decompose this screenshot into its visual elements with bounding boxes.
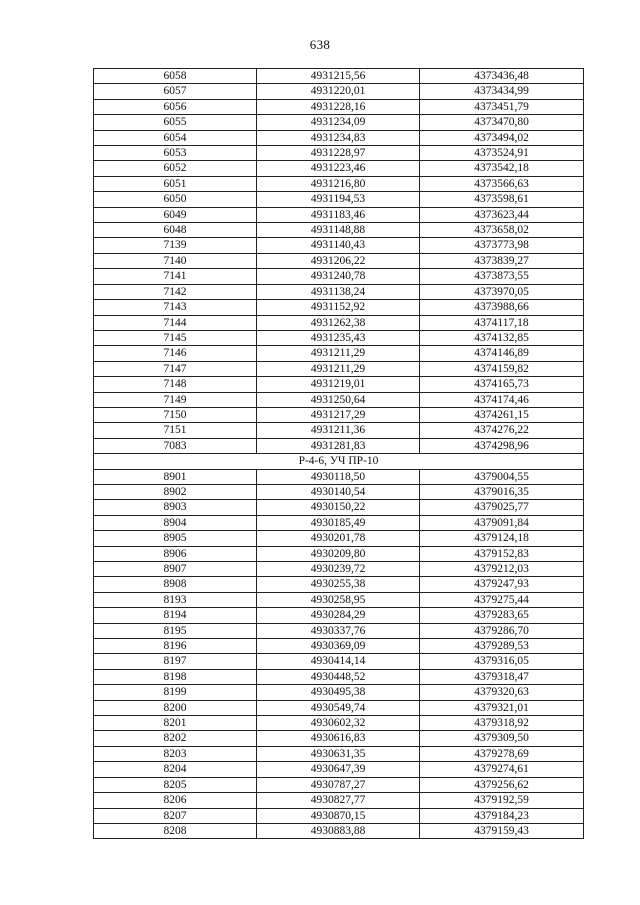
- point-number-cell: 7141: [94, 269, 257, 284]
- y-coordinate-cell: 4373542,18: [420, 161, 584, 176]
- x-coordinate-cell: 4931217,29: [257, 407, 420, 422]
- x-coordinate-cell: 4931281,83: [257, 438, 420, 453]
- point-number-cell: 8905: [94, 531, 257, 546]
- x-coordinate-cell: 4930616,83: [257, 731, 420, 746]
- point-number-cell: 7143: [94, 300, 257, 315]
- table-row: [94, 69, 584, 84]
- x-coordinate-cell: 4930883,88: [257, 823, 420, 838]
- x-coordinate-cell: 4930258,95: [257, 592, 420, 607]
- y-coordinate-cell: 4374276,22: [420, 423, 584, 438]
- point-number-cell: 8207: [94, 808, 257, 823]
- y-coordinate-cell: 4373598,61: [420, 192, 584, 207]
- x-coordinate-cell: 4931152,92: [257, 300, 420, 315]
- y-coordinate-cell: 4379320,63: [420, 685, 584, 700]
- x-coordinate-cell: 4931211,29: [257, 361, 420, 376]
- x-coordinate-cell: 4930647,39: [257, 762, 420, 777]
- x-coordinate-cell: 4930870,15: [257, 808, 420, 823]
- point-number-cell: 8906: [94, 546, 257, 561]
- point-number-cell: 8205: [94, 777, 257, 792]
- table-row: [94, 546, 584, 561]
- point-number-cell: 7146: [94, 346, 257, 361]
- table-row: [94, 115, 584, 130]
- y-coordinate-cell: 4374117,18: [420, 315, 584, 330]
- point-number-cell: 8908: [94, 577, 257, 592]
- table-row: [94, 207, 584, 222]
- point-number-cell: 8194: [94, 608, 257, 623]
- point-number-cell: 8902: [94, 484, 257, 499]
- table-row: [94, 423, 584, 438]
- point-number-cell: 8203: [94, 746, 257, 761]
- table-row: [94, 562, 584, 577]
- y-coordinate-cell: 4379124,18: [420, 531, 584, 546]
- x-coordinate-cell: 4930337,76: [257, 623, 420, 638]
- table-row: [94, 438, 584, 453]
- x-coordinate-cell: 4930201,78: [257, 531, 420, 546]
- y-coordinate-cell: 4379274,61: [420, 762, 584, 777]
- point-number-cell: 8196: [94, 639, 257, 654]
- point-number-cell: 6055: [94, 115, 257, 130]
- x-coordinate-cell: 4930239,72: [257, 562, 420, 577]
- table-row: [94, 577, 584, 592]
- x-coordinate-cell: 4930495,38: [257, 685, 420, 700]
- y-coordinate-cell: 4379289,53: [420, 639, 584, 654]
- x-coordinate-cell: 4931235,43: [257, 330, 420, 345]
- y-coordinate-cell: 4374298,96: [420, 438, 584, 453]
- point-number-cell: 8204: [94, 762, 257, 777]
- y-coordinate-cell: 4373839,27: [420, 253, 584, 268]
- point-number-cell: 6053: [94, 146, 257, 161]
- x-coordinate-cell: 4931219,01: [257, 377, 420, 392]
- point-number-cell: 8202: [94, 731, 257, 746]
- y-coordinate-cell: 4379016,35: [420, 484, 584, 499]
- table-row: [94, 284, 584, 299]
- y-coordinate-cell: 4373566,63: [420, 176, 584, 191]
- y-coordinate-cell: 4379309,50: [420, 731, 584, 746]
- point-number-cell: 8907: [94, 562, 257, 577]
- table-row: [94, 777, 584, 792]
- table-row: [94, 223, 584, 238]
- point-number-cell: 7150: [94, 407, 257, 422]
- point-number-cell: 7149: [94, 392, 257, 407]
- table-row: [94, 639, 584, 654]
- coordinates-table-body: [94, 69, 584, 839]
- point-number-cell: 6058: [94, 69, 257, 84]
- y-coordinate-cell: 4373524,91: [420, 146, 584, 161]
- y-coordinate-cell: 4374146,89: [420, 346, 584, 361]
- table-row: [94, 161, 584, 176]
- point-number-cell: 8904: [94, 515, 257, 530]
- point-number-cell: 7147: [94, 361, 257, 376]
- y-coordinate-cell: 4379321,01: [420, 700, 584, 715]
- x-coordinate-cell: 4931215,56: [257, 69, 420, 84]
- y-coordinate-cell: 4379283,65: [420, 608, 584, 623]
- point-number-cell: 7139: [94, 238, 257, 253]
- table-row: [94, 192, 584, 207]
- y-coordinate-cell: 4379318,47: [420, 669, 584, 684]
- table-row: [94, 500, 584, 515]
- x-coordinate-cell: 4931216,80: [257, 176, 420, 191]
- table-row: [94, 130, 584, 145]
- point-number-cell: 7140: [94, 253, 257, 268]
- x-coordinate-cell: 4930369,09: [257, 639, 420, 654]
- table-row: [94, 531, 584, 546]
- y-coordinate-cell: 4379256,62: [420, 777, 584, 792]
- x-coordinate-cell: 4930448,52: [257, 669, 420, 684]
- x-coordinate-cell: 4930255,38: [257, 577, 420, 592]
- y-coordinate-cell: 4379318,92: [420, 716, 584, 731]
- table-row: [94, 269, 584, 284]
- point-number-cell: 8903: [94, 500, 257, 515]
- point-number-cell: 8901: [94, 469, 257, 484]
- y-coordinate-cell: 4373470,80: [420, 115, 584, 130]
- y-coordinate-cell: 4374132,85: [420, 330, 584, 345]
- table-row: [94, 253, 584, 268]
- point-number-cell: 6049: [94, 207, 257, 222]
- y-coordinate-cell: 4374165,73: [420, 377, 584, 392]
- point-number-cell: 8208: [94, 823, 257, 838]
- point-number-cell: 8206: [94, 793, 257, 808]
- y-coordinate-cell: 4374261,15: [420, 407, 584, 422]
- point-number-cell: 7144: [94, 315, 257, 330]
- table-row: [94, 808, 584, 823]
- x-coordinate-cell: 4931211,29: [257, 346, 420, 361]
- table-row: [94, 700, 584, 715]
- y-coordinate-cell: 4373436,48: [420, 69, 584, 84]
- table-row: [94, 315, 584, 330]
- y-coordinate-cell: 4373773,98: [420, 238, 584, 253]
- point-number-cell: 7151: [94, 423, 257, 438]
- x-coordinate-cell: 4931234,09: [257, 115, 420, 130]
- y-coordinate-cell: 4379192,59: [420, 793, 584, 808]
- x-coordinate-cell: 4930787,27: [257, 777, 420, 792]
- table-row: [94, 146, 584, 161]
- table-row: [94, 762, 584, 777]
- x-coordinate-cell: 4931240,78: [257, 269, 420, 284]
- table-row: [94, 669, 584, 684]
- point-number-cell: 7145: [94, 330, 257, 345]
- y-coordinate-cell: 4373988,66: [420, 300, 584, 315]
- x-coordinate-cell: 4931250,64: [257, 392, 420, 407]
- y-coordinate-cell: 4373873,55: [420, 269, 584, 284]
- x-coordinate-cell: 4930209,80: [257, 546, 420, 561]
- x-coordinate-cell: 4931138,24: [257, 284, 420, 299]
- table-row: [94, 716, 584, 731]
- x-coordinate-cell: 4930118,50: [257, 469, 420, 484]
- y-coordinate-cell: 4379004,55: [420, 469, 584, 484]
- point-number-cell: 8199: [94, 685, 257, 700]
- point-number-cell: 7148: [94, 377, 257, 392]
- point-number-cell: 6057: [94, 84, 257, 99]
- table-row: [94, 346, 584, 361]
- coordinates-table: [93, 68, 584, 839]
- point-number-cell: 8195: [94, 623, 257, 638]
- x-coordinate-cell: 4931140,43: [257, 238, 420, 253]
- y-coordinate-cell: 4373623,44: [420, 207, 584, 222]
- table-row: [94, 469, 584, 484]
- x-coordinate-cell: 4931220,01: [257, 84, 420, 99]
- x-coordinate-cell: 4931194,53: [257, 192, 420, 207]
- x-coordinate-cell: 4931206,22: [257, 253, 420, 268]
- x-coordinate-cell: 4931228,16: [257, 99, 420, 114]
- y-coordinate-cell: 4373494,02: [420, 130, 584, 145]
- y-coordinate-cell: 4373970,05: [420, 284, 584, 299]
- y-coordinate-cell: 4379275,44: [420, 592, 584, 607]
- table-row: [94, 608, 584, 623]
- y-coordinate-cell: 4374174,46: [420, 392, 584, 407]
- table-row: [94, 300, 584, 315]
- table-row: [94, 592, 584, 607]
- table-row: [94, 238, 584, 253]
- table-row: [94, 823, 584, 838]
- y-coordinate-cell: 4379025,77: [420, 500, 584, 515]
- x-coordinate-cell: 4931211,36: [257, 423, 420, 438]
- page-number: 638: [309, 37, 331, 52]
- x-coordinate-cell: 4930284,29: [257, 608, 420, 623]
- y-coordinate-cell: 4379286,70: [420, 623, 584, 638]
- y-coordinate-cell: 4379152,83: [420, 546, 584, 561]
- y-coordinate-cell: 4373434,99: [420, 84, 584, 99]
- table-row: [94, 407, 584, 422]
- point-number-cell: 8198: [94, 669, 257, 684]
- x-coordinate-cell: 4931148,88: [257, 223, 420, 238]
- x-coordinate-cell: 4930602,32: [257, 716, 420, 731]
- point-number-cell: 6050: [94, 192, 257, 207]
- point-number-cell: 6048: [94, 223, 257, 238]
- y-coordinate-cell: 4379316,05: [420, 654, 584, 669]
- x-coordinate-cell: 4931223,46: [257, 161, 420, 176]
- table-row: [94, 84, 584, 99]
- section-heading-row: [94, 454, 584, 469]
- x-coordinate-cell: 4931234,83: [257, 130, 420, 145]
- x-coordinate-cell: 4930549,74: [257, 700, 420, 715]
- table-row: [94, 361, 584, 376]
- table-row: [94, 99, 584, 114]
- y-coordinate-cell: 4379212,03: [420, 562, 584, 577]
- x-coordinate-cell: 4931262,38: [257, 315, 420, 330]
- y-coordinate-cell: 4373658,02: [420, 223, 584, 238]
- x-coordinate-cell: 4931228,97: [257, 146, 420, 161]
- table-row: [94, 623, 584, 638]
- y-coordinate-cell: 4379091,84: [420, 515, 584, 530]
- y-coordinate-cell: 4373451,79: [420, 99, 584, 114]
- table-row: [94, 793, 584, 808]
- table-row: [94, 685, 584, 700]
- table-row: [94, 330, 584, 345]
- point-number-cell: 6054: [94, 130, 257, 145]
- y-coordinate-cell: 4374159,82: [420, 361, 584, 376]
- table-row: [94, 176, 584, 191]
- x-coordinate-cell: 4930140,54: [257, 484, 420, 499]
- x-coordinate-cell: 4930631,35: [257, 746, 420, 761]
- point-number-cell: 7083: [94, 438, 257, 453]
- table-row: [94, 377, 584, 392]
- y-coordinate-cell: 4379278,69: [420, 746, 584, 761]
- point-number-cell: 6056: [94, 99, 257, 114]
- y-coordinate-cell: 4379247,93: [420, 577, 584, 592]
- x-coordinate-cell: 4930150,22: [257, 500, 420, 515]
- point-number-cell: 8197: [94, 654, 257, 669]
- table-row: [94, 731, 584, 746]
- y-coordinate-cell: 4379184,23: [420, 808, 584, 823]
- x-coordinate-cell: 4930414,14: [257, 654, 420, 669]
- y-coordinate-cell: 4379159,43: [420, 823, 584, 838]
- table-row: [94, 392, 584, 407]
- point-number-cell: 8193: [94, 592, 257, 607]
- point-number-cell: 8201: [94, 716, 257, 731]
- table-row: [94, 654, 584, 669]
- table-row: [94, 484, 584, 499]
- section-heading: Р-4-6, УЧ ПР-10: [94, 454, 584, 469]
- point-number-cell: 6051: [94, 176, 257, 191]
- point-number-cell: 7142: [94, 284, 257, 299]
- table-row: [94, 746, 584, 761]
- point-number-cell: 8200: [94, 700, 257, 715]
- x-coordinate-cell: 4930185,49: [257, 515, 420, 530]
- table-row: [94, 515, 584, 530]
- x-coordinate-cell: 4931183,46: [257, 207, 420, 222]
- x-coordinate-cell: 4930827,77: [257, 793, 420, 808]
- point-number-cell: 6052: [94, 161, 257, 176]
